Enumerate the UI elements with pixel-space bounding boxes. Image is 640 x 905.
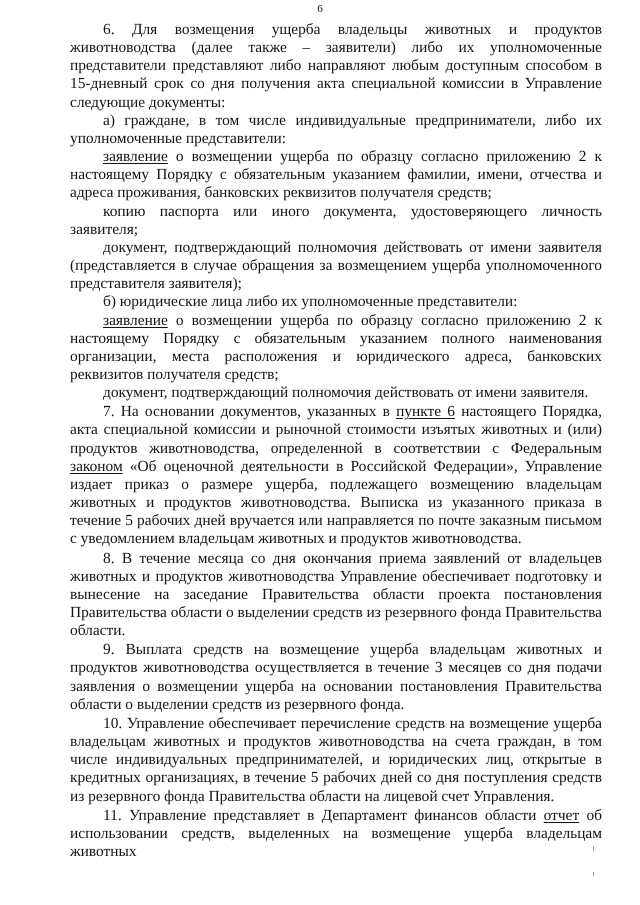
document-body [70,21,602,861]
paragraph-10: 10. Управление обеспечивает перечисление средств на возмещение ущерба владельцам животных и продуктов животноводства на счета граждан, в том числе индивидуальных предпринимателей, и юридических лиц, открытые в кредитных организациях, в течение 5 рабочих дней со дня поступления средств из резервного фонда Правительства области на лицевой счет Управления. [70,714,602,805]
paragraph-6a-passport: копию паспорта или иного документа, удостоверяющего личность заявителя; [70,202,602,238]
paragraph-11: 11. Управление представляет в Департамент финансов области отчет об использовании средств, выделенных на возмещение ущерба владельцам животных [70,806,602,861]
statement-link[interactable]: заявление [103,148,168,166]
paragraph-8: 8. В течение месяца со дня окончания приема заявлений от владельцев животных и продуктов животноводства Управление обеспечивает подготовку и вынесение на заседание Правительства области проекта постановления Правительства области о выделении средств из резервного фонда Правительства области. [70,549,602,640]
paragraph-6b-authority: документ, подтверждающий полномочия действовать от имени заявителя. [103,384,589,402]
paragraph-6a-authority: документ, подтверждающий полномочия действовать от имени заявителя (представляется в случае обращения за возмещением ущерба уполномоченного представителя заявителя); [70,238,602,293]
scan-mark [593,846,594,851]
paragraph-6b-statement: заявление о возмещении ущерба по образцу согласно приложению 2 к настоящему Порядку с обязательным указанием полного наименования организации, места расположения и юридического адреса, банковских реквизитов получателя средств; [70,311,602,383]
paragraph-6b: б) юридические лица либо их уполномоченные представители: [103,293,518,311]
law-link[interactable]: законом [70,457,123,475]
scan-mark [593,872,594,876]
page-number: 6 [317,3,323,15]
paragraph-6: 6. Для возмещения ущерба владельцы животных и продуктов животноводства (далее также – заявители) либо их уполномоченные представители представляют либо направляют любым доступным способом в 15-дневный срок со дня получения акта специальной комиссии в Управление следующие документы: [70,21,602,111]
statement-link[interactable]: заявление [103,311,168,329]
report-link[interactable]: отчет [543,806,580,824]
paragraph-6a-statement: заявление о возмещении ущерба по образцу согласно приложению 2 к настоящему Порядку с обязательным указанием фамилии, имени, отчества и адреса проживания, банковских реквизитов получателя средств; [70,148,602,202]
clause-6-link[interactable]: пункте 6 [396,403,456,421]
paragraph-9: 9. Выплата средств на возмещение ущерба владельцам животных и продуктов животноводства осуществляется в течение 3 месяцев со дня подачи заявления о возмещении ущерба на основании постановления Правительства области о выделении средств из резервного фонда. [70,641,602,713]
paragraph-7: 7. На основании документов, указанных в пункте 6 настоящего Порядка, акта специальной комиссии и рыночной стоимости изъятых животных и (или) продуктов животноводства, определенной в соответствии с Федеральным законом «Об оценочной деятельности в Российской Федерации», Управление издает приказ о размере ущерба, подлежащего возмещению владельцам животных и продуктов животноводства. Выписка из указанного приказа в течение 5 рабочих дней вручается или направляется по почте заказным письмом с уведомлением владельцам животных и продуктов животноводства. [70,403,602,548]
paragraph-6a: а) граждане, в том числе индивидуальные предприниматели, либо их уполномоченные представители: [70,111,602,147]
